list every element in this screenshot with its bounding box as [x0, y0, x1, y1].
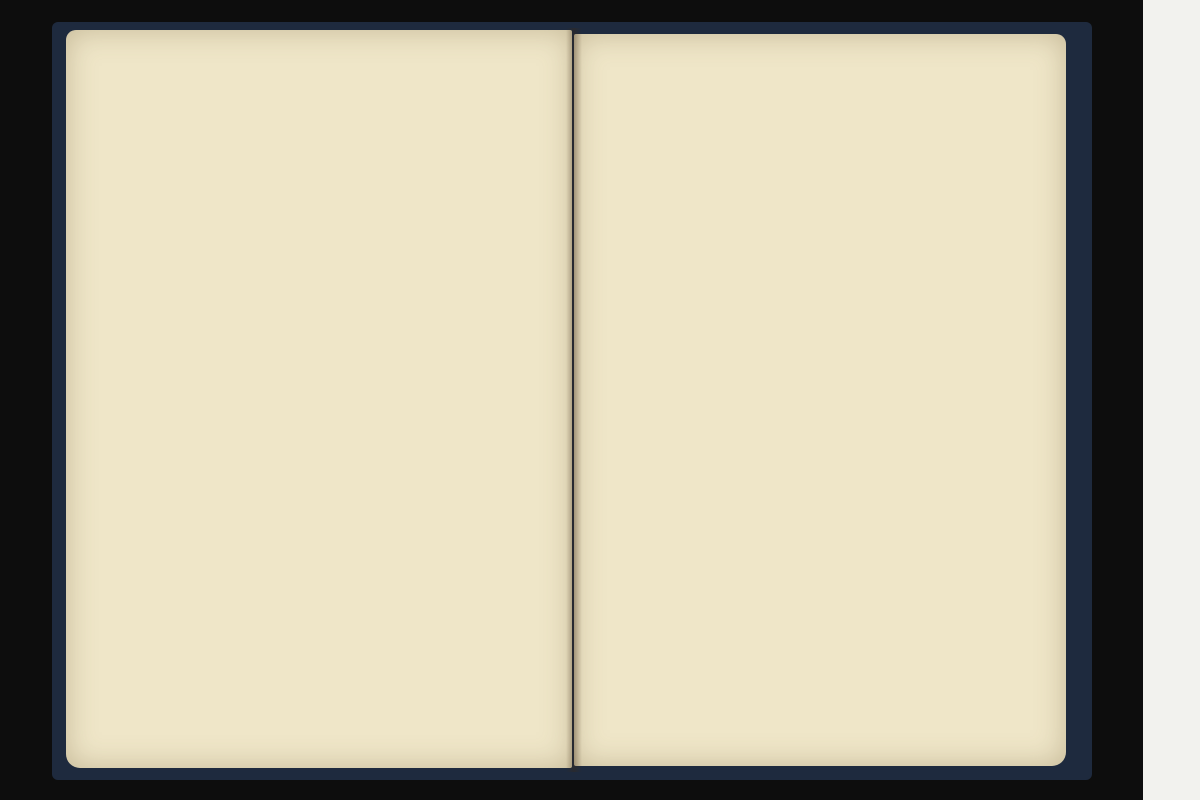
left-page: [66, 30, 572, 768]
right-page: [574, 34, 1066, 766]
measurement-ruler: [1143, 0, 1200, 800]
book-gutter: [566, 28, 582, 772]
